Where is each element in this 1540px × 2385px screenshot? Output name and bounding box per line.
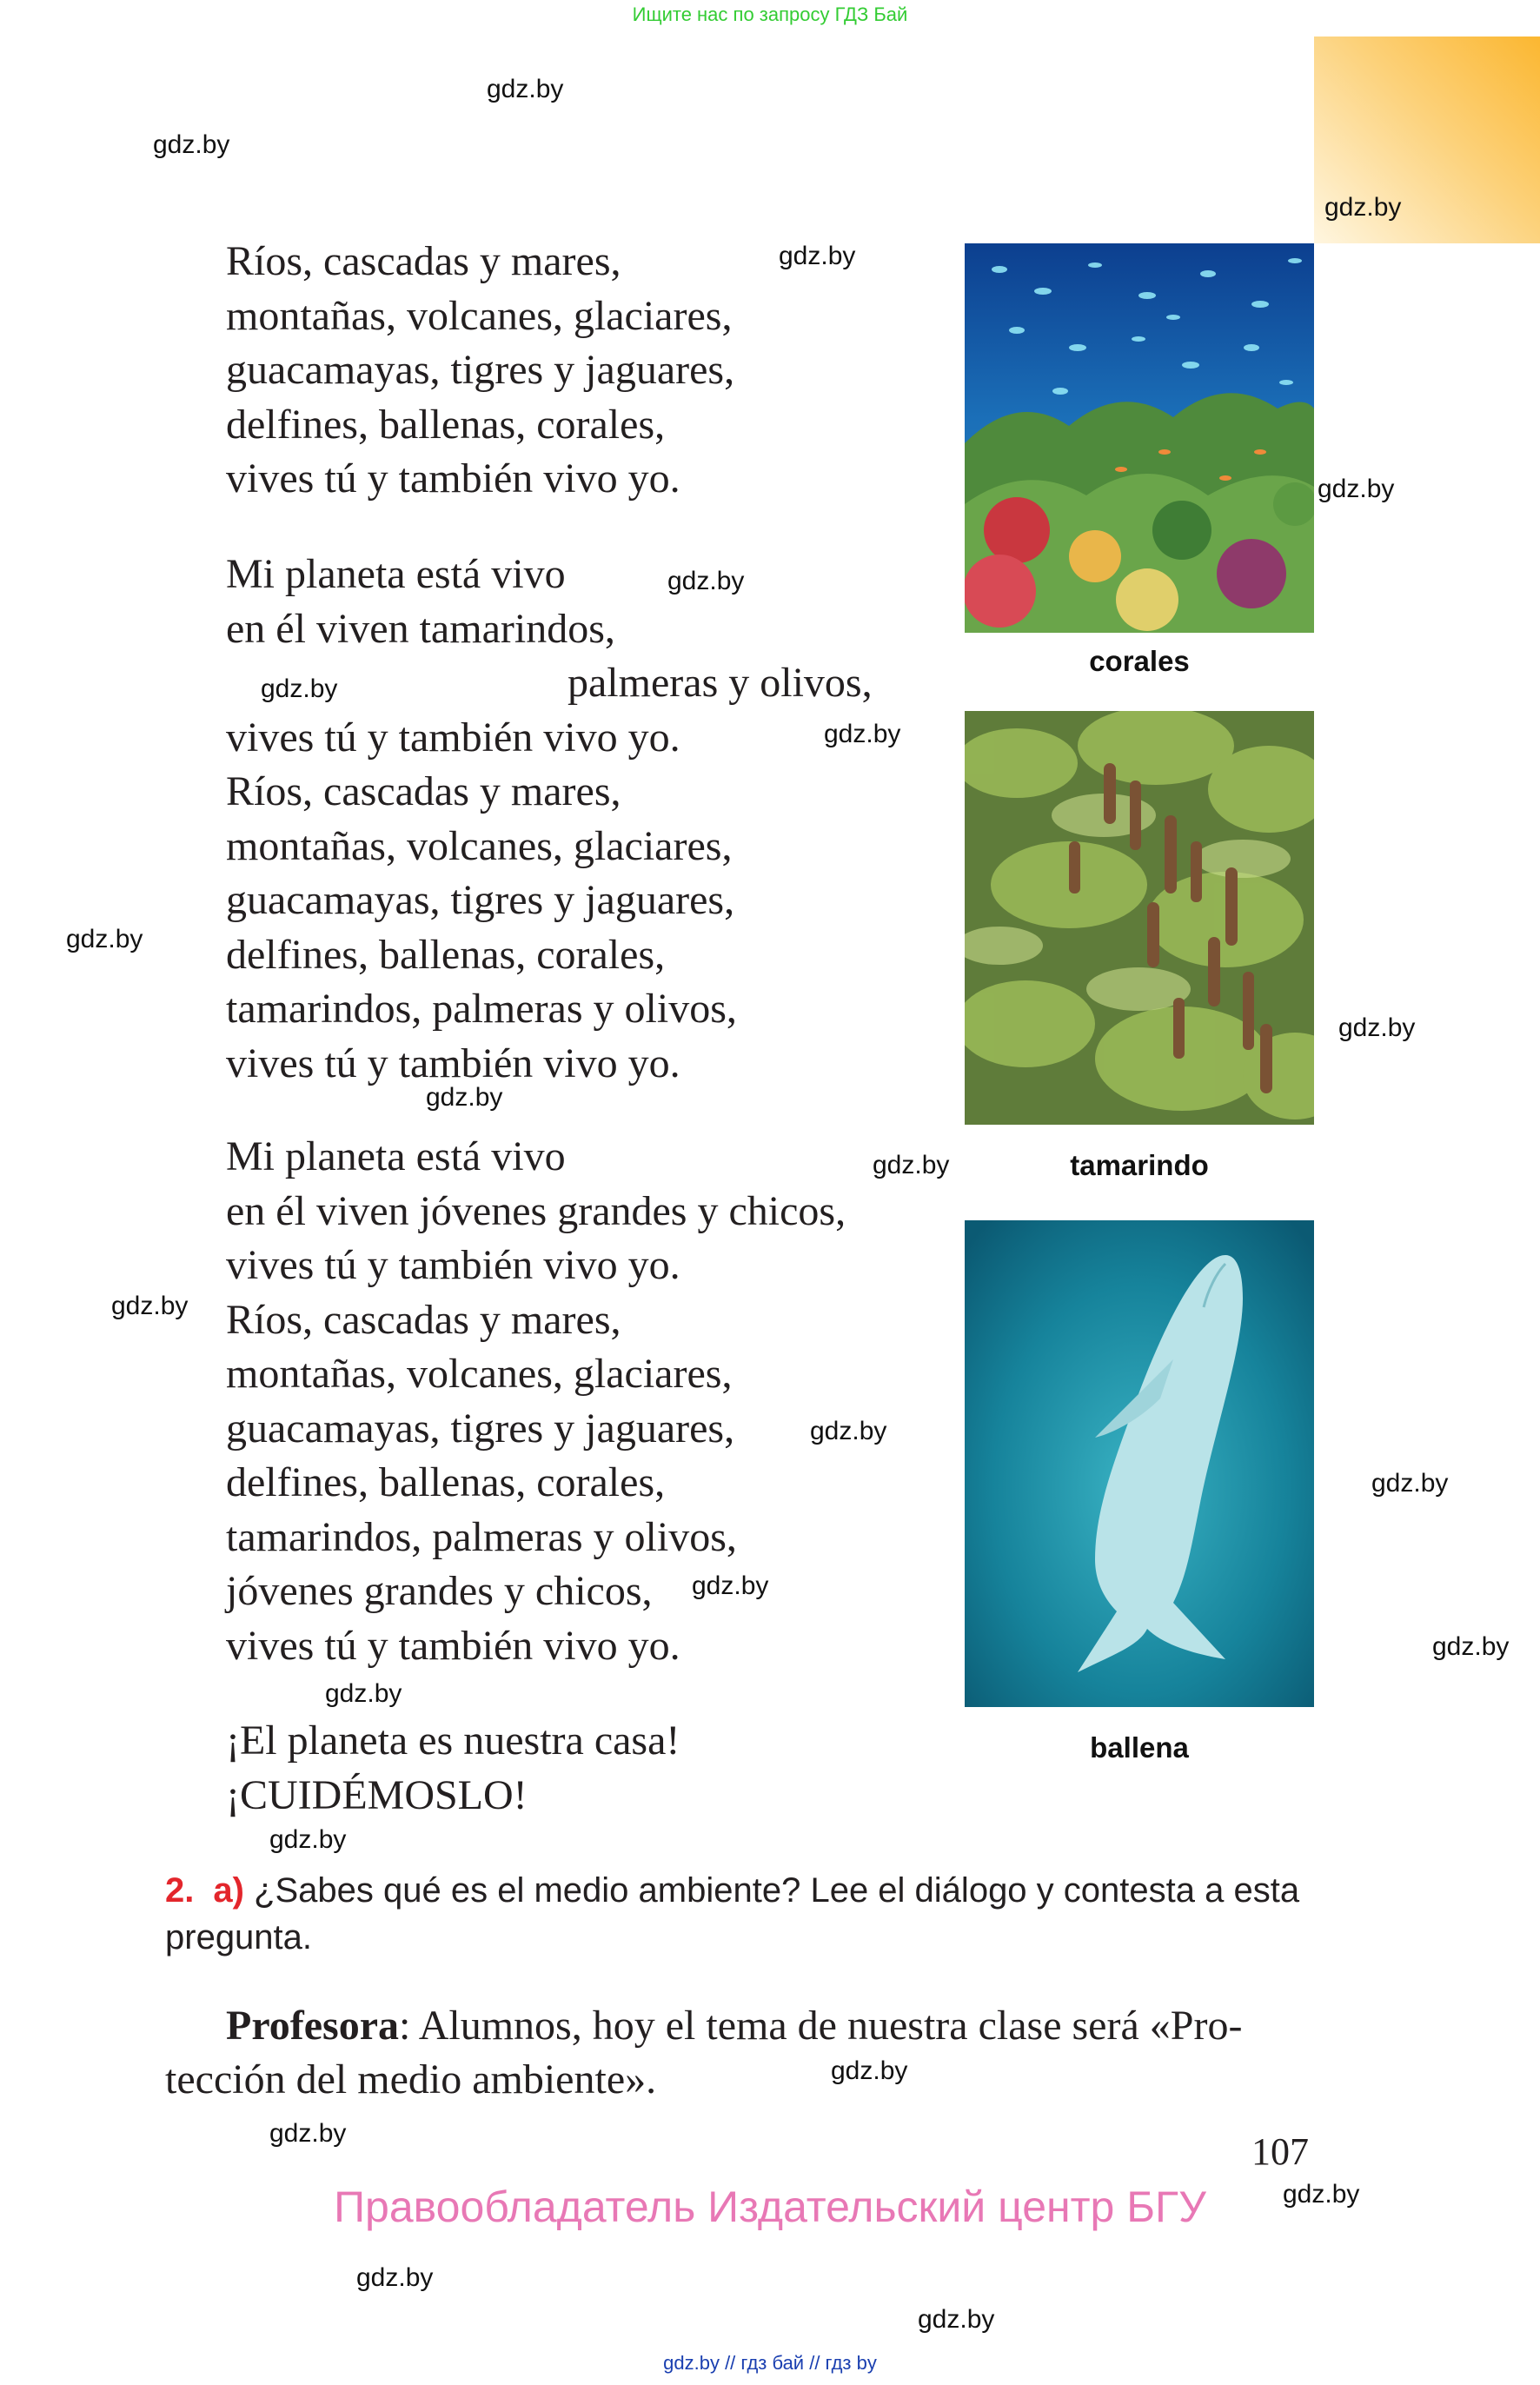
watermark: gdz.by bbox=[918, 2305, 995, 2334]
watermark: gdz.by bbox=[325, 1679, 402, 1708]
poem-line: ¡El planeta es nuestra casa! bbox=[226, 1717, 680, 1764]
footer-links[interactable]: gdz.by // гдз бай // гдз by bbox=[663, 2352, 877, 2374]
poem-line: guacamayas, tigres y jaguares, bbox=[226, 877, 735, 923]
whale-caption: ballena bbox=[1090, 1731, 1189, 1764]
poem-line: Mi planeta está vivo bbox=[226, 1133, 566, 1179]
tamarind-caption: tamarindo bbox=[1070, 1149, 1209, 1181]
watermark: gdz.by bbox=[426, 1083, 503, 1112]
watermark: gdz.by bbox=[111, 1292, 189, 1320]
poem-closing bbox=[226, 1714, 680, 1823]
watermark: gdz.by bbox=[1283, 2180, 1360, 2209]
poem-line: delfines, ballenas, corales, bbox=[226, 401, 666, 448]
poem-line: delfines, ballenas, corales, bbox=[226, 931, 666, 978]
watermark: gdz.by bbox=[810, 1417, 887, 1445]
poem-line: vives tú y también vivo yo. bbox=[226, 1040, 680, 1086]
poem-line: Mi planeta está vivo bbox=[226, 551, 566, 597]
task-number: 2. bbox=[165, 1871, 195, 1910]
coral-reef-photo bbox=[965, 243, 1314, 633]
watermark: gdz.by bbox=[831, 2056, 908, 2085]
poem-line: vives tú y también vivo yo. bbox=[226, 714, 680, 761]
coral-caption: corales bbox=[1089, 645, 1190, 677]
poem-stanza-1 bbox=[226, 235, 734, 507]
poem-stanza-2 bbox=[226, 548, 873, 1091]
poem-line: jóvenes grandes y chicos, bbox=[226, 1568, 653, 1614]
watermark: gdz.by bbox=[269, 2119, 347, 2148]
watermark: gdz.by bbox=[269, 1825, 347, 1854]
poem-stanza-3 bbox=[226, 1130, 846, 1673]
poem-line: Ríos, cascadas y mares, bbox=[226, 1296, 621, 1343]
watermark: gdz.by bbox=[1338, 1013, 1416, 1042]
watermark: gdz.by bbox=[487, 75, 564, 103]
poem-line: guacamayas, tigres y jaguares, bbox=[226, 347, 735, 393]
watermark: gdz.by bbox=[873, 1151, 950, 1179]
poem-line: vives tú y también vivo yo. bbox=[226, 1242, 680, 1288]
watermark: gdz.by bbox=[356, 2263, 434, 2292]
task-2a bbox=[165, 1867, 1321, 1961]
poem-line: en él viven jóvenes grandes y chicos, bbox=[226, 1187, 846, 1234]
watermark: gdz.by bbox=[261, 674, 338, 703]
task-letter: a) bbox=[213, 1871, 244, 1910]
dialog bbox=[165, 1999, 1312, 2107]
dialog-line: tección del medio ambiente». bbox=[165, 2056, 657, 2103]
top-notice: Ищите нас по запросу ГДЗ Бай bbox=[632, 3, 908, 25]
speaker-name: Profesora bbox=[226, 2003, 400, 2049]
watermark: gdz.by bbox=[66, 925, 143, 953]
poem-line: palmeras y olivos, bbox=[568, 660, 873, 706]
poem-line: montañas, volcanes, glaciares, bbox=[226, 1351, 733, 1397]
watermark: gdz.by bbox=[153, 130, 230, 159]
whale-photo bbox=[965, 1220, 1314, 1707]
watermark: gdz.by bbox=[1371, 1469, 1449, 1498]
tamarind-photo bbox=[965, 711, 1314, 1125]
poem-line: montañas, volcanes, glaciares, bbox=[226, 822, 733, 869]
poem-line: tamarindos, palmeras y olivos, bbox=[226, 1513, 737, 1560]
poem-line: ¡CUIDÉMOSLO! bbox=[226, 1771, 528, 1818]
watermark: gdz.by bbox=[779, 242, 856, 270]
page-number: 107 bbox=[1251, 2130, 1309, 2173]
poem-line: en él viven tamarindos, bbox=[226, 605, 615, 652]
poem-line: vives tú y también vivo yo. bbox=[226, 455, 680, 502]
dialog-line: : Alumnos, hoy el tema de nuestra clase será «Pro- bbox=[399, 2003, 1243, 2049]
poem-line: delfines, ballenas, corales, bbox=[226, 1459, 666, 1505]
watermark: gdz.by bbox=[1324, 193, 1402, 222]
watermark: gdz.by bbox=[824, 720, 901, 748]
poem-line: tamarindos, palmeras y olivos, bbox=[226, 986, 737, 1032]
poem-line: Ríos, cascadas y mares, bbox=[226, 238, 621, 284]
watermark: gdz.by bbox=[667, 567, 745, 595]
poem-line: guacamayas, tigres y jaguares, bbox=[226, 1405, 735, 1452]
watermark: gdz.by bbox=[692, 1571, 769, 1600]
watermark: gdz.by bbox=[1432, 1632, 1510, 1661]
poem-line: vives tú y también vivo yo. bbox=[226, 1622, 680, 1669]
poem-line: Ríos, cascadas y mares, bbox=[226, 768, 621, 814]
watermark: gdz.by bbox=[1318, 475, 1395, 503]
poem-line: montañas, volcanes, glaciares, bbox=[226, 292, 733, 339]
task-text: ¿Sabes qué es el medio ambiente? Lee el diálogo y contesta a esta pregunta. bbox=[165, 1871, 1300, 1956]
rights-holder: Правообладатель Издательский центр БГУ bbox=[334, 2182, 1206, 2231]
